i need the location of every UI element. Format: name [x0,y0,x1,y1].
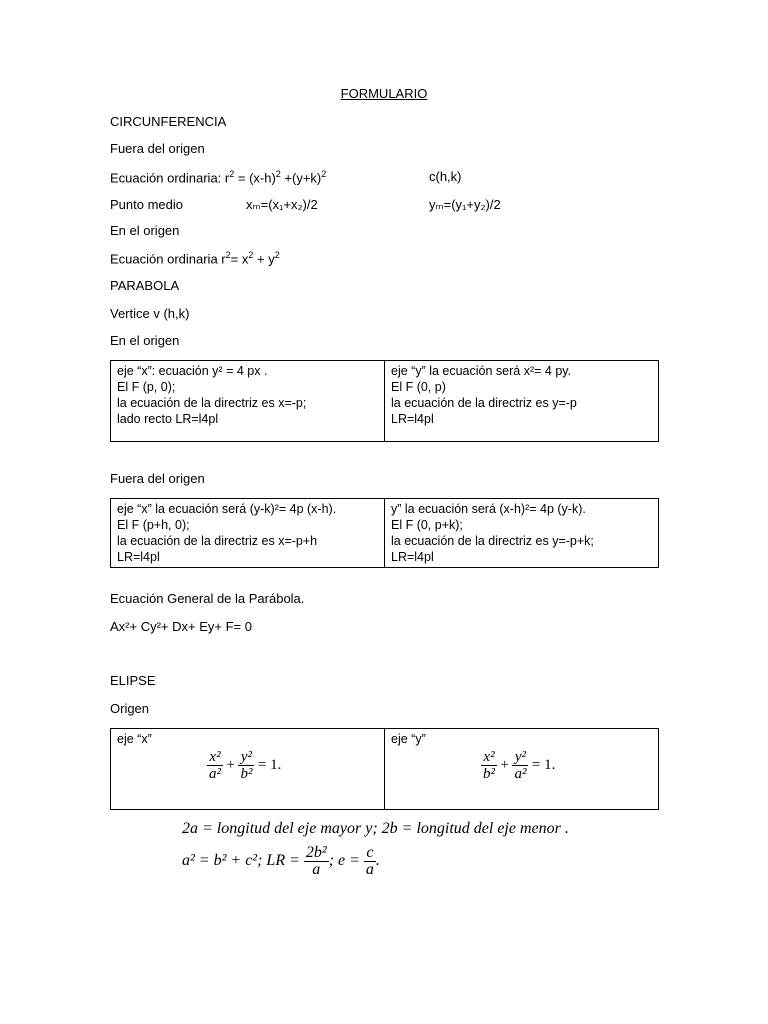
circ-ordinary-equation: Ecuación ordinaria: $r^2 = (x-h)^2 +(y+k)^2$ [110,169,327,186]
cell-line: eje “x”: ecuación y² = 4 px . [117,364,268,378]
cell-line: la ecuación de la directriz es x=-p+h [117,534,318,548]
section-heading-parabola: PARABOLA [110,278,180,293]
cell-line: LR=l4pl [117,550,160,564]
vertice-label: Vertice v (h,k) [110,306,190,321]
subheading-en-origen: En el origen [110,223,180,238]
parabola-origin-table [110,360,659,442]
cell-line: El F (0, p) [391,380,446,394]
parabola-general-equation: Ax²+ Cy²+ Dx+ Ey+ F= 0 [110,619,252,634]
page-title: FORMULARIO [340,86,428,101]
circ-center: c(h,k) [429,169,462,184]
punto-medio-label: Punto medio [110,197,183,212]
cell-line: El F (p, 0); [117,380,176,394]
xm-formula: xₘ=(x₁+x₂)/2 [246,197,318,212]
subheading-parabola-origen: En el origen [110,333,180,348]
cell-line: eje “y” la ecuación será x²= 4 py. [391,364,572,378]
section-heading-circunferencia: CIRCUNFERENCIA [110,114,227,129]
parabola-outside-eje-y-cell [385,499,659,568]
elipse-eje-y-cell [385,729,659,810]
cell-line: LR=l4pl [391,550,434,564]
elipse-eje-y-label: eje “y” [391,732,426,746]
cell-line: la ecuación de la directriz es y=-p [391,396,577,410]
cell-line: y” la ecuación será (x-h)²= 4p (y-k). [391,502,586,516]
elipse-eje-x-cell [111,729,385,810]
section-heading-elipse: ELIPSE [110,673,156,688]
elipse-eje-x-label: eje “x” [117,732,152,746]
parabola-outside-table [110,498,659,568]
subheading-elipse-origen: Origen [110,701,150,716]
elipse-axes-definition: 2a = longitud del eje mayor y; 2b = longitud del eje menor . [182,820,569,837]
cell-line: eje “x” la ecuación será (y-k)²= 4p (x-h). [117,502,337,516]
cell-line: la ecuación de la directriz es x=-p; [117,396,307,410]
cell-line: LR=l4pl [391,412,434,426]
parabola-outside-eje-x-cell [111,499,385,568]
cell-line: El F (p+h, 0); [117,518,190,532]
elipse-origin-table [110,728,659,810]
cell-line: lado recto LR=l4pl [117,412,219,426]
elipse-y-equation: $\frac{\text{x²}}{\text{b²}}$ + $\frac{\text{y²}}{\text{a²}}$ = 1. [483,749,556,782]
parabola-origin-eje-y-cell [385,361,659,442]
cell-line: la ecuación de la directriz es y=-p+k; [391,534,594,548]
parabola-origin-eje-x-cell [111,361,385,442]
elipse-relations: a² = b² + c²; LR = $\frac{\text{2b²}}{a}$ ; e = $\frac{c}{a}$ . [182,844,380,878]
elipse-x-equation: $\frac{\text{x²}}{\text{a²}}$ + $\frac{\text{y²}}{\text{b²}}$ = 1. [209,749,282,782]
parabola-general-label: Ecuación General de la Parábola. [110,591,305,606]
subheading-parabola-fuera: Fuera del origen [110,471,205,486]
ym-formula: yₘ=(y₁+y₂)/2 [429,197,501,212]
cell-line: El F (0, p+k); [391,518,463,532]
circ-origin-equation: Ecuación ordinaria $r^2= x^2 + y^2$ [110,250,280,267]
subheading-fuera-origen: Fuera del origen [110,141,205,156]
